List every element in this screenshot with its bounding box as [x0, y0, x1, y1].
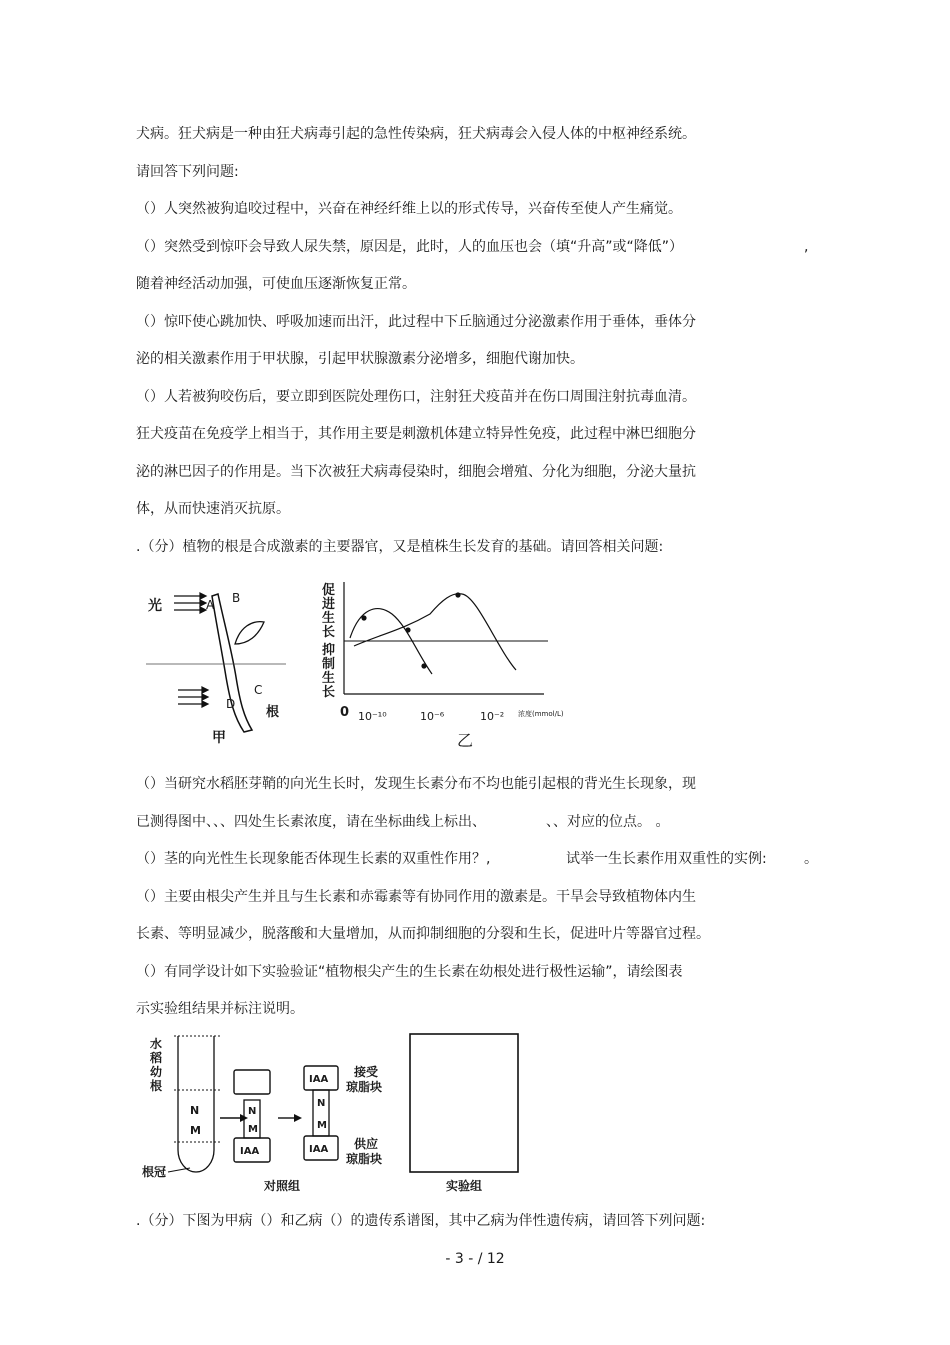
x-unit-label: 浓度(mmol/L) [518, 710, 564, 718]
text-line: （）惊吓使心跳加快、呼吸加速而出汗，此过程中下丘脑通过分泌激素作用于垂体，垂体分 [136, 314, 696, 330]
text-line: 泌的相关激素作用于甲状腺，引起甲状腺激素分泌增多，细胞代谢加快。 [136, 351, 584, 367]
text-line: .（分）植物的根是合成激素的主要器官，又是植株生长发育的基础。请回答相关问题: [136, 539, 664, 555]
text-line: , [804, 239, 809, 255]
text-line: （）茎的向光性生长现象能否体现生长素的双重性作用？, [136, 851, 491, 867]
seedling-label-char: 根 [150, 1079, 163, 1093]
iaa-label: IAA [240, 1146, 260, 1157]
inhibit-label-char: 生 [322, 671, 336, 686]
point-d-label: D [226, 697, 236, 711]
text-line: 犬病。狂犬病是一种由狂犬病毒引起的急性传染病，狂犬病毒会入侵人体的中枢神经系统。 [136, 126, 696, 142]
page-number: - 3 - / 12 [445, 1251, 505, 1267]
receiver-label: 接受 [354, 1065, 379, 1079]
light-label: 光 [148, 598, 162, 614]
tick-label: 10⁻¹⁰ [358, 710, 387, 723]
root-label: 根 [266, 705, 280, 720]
experiment-figure [138, 1030, 528, 1195]
n-label: N [190, 1104, 200, 1117]
text-line: 。 [804, 851, 818, 867]
text-line: 已测得图中、、、四处生长素浓度，请在坐标曲线上标出、 [136, 814, 486, 830]
text-line: 示实验组结果并标注说明。 [136, 1001, 304, 1017]
auxin-concentration-graph [312, 578, 602, 758]
text-line: 狂犬疫苗在免疫学上相当于，其作用主要是刺激机体建立特异性免疫，此过程中淋巴细胞分 [136, 426, 696, 442]
point-a-label: A [206, 598, 215, 612]
m-label: M [248, 1124, 258, 1135]
promote-label-char: 进 [322, 597, 336, 612]
m-label: M [190, 1124, 201, 1137]
inhibit-label-char: 长 [322, 685, 336, 700]
text-line: 试举一生长素作用双重性的实例: [566, 851, 767, 867]
text-line: （）人若被狗咬伤后，要立即到医院处理伤口，注射狂犬疫苗并在伤口周围注射抗毒血清。 [136, 389, 696, 405]
seedling-label-char: 水 [150, 1037, 163, 1051]
iaa-label: IAA [309, 1144, 329, 1155]
text-line: （）主要由根尖产生并且与生长素和赤霉素等有协同作用的激素是。干旱会导致植物体内生 [136, 889, 696, 905]
point-c-label: C [254, 683, 263, 697]
receiver-label: 琼脂块 [346, 1080, 383, 1094]
text-line: （）突然受到惊吓会导致人尿失禁，原因是，此时，人的血压也会（填“升高”或“降低”） [136, 239, 684, 255]
inhibit-label-char: 制 [322, 657, 336, 672]
m-label: M [317, 1120, 327, 1131]
text-line: .（分）下图为甲病（）和乙病（）的遗传系谱图，其中乙病为伴性遗传病，请回答下列问题: [136, 1213, 706, 1229]
tick-label: 10⁻² [480, 710, 505, 723]
text-line: 、、对应的位点。 。 [546, 814, 670, 830]
experiment-group-caption: 实验组 [446, 1179, 483, 1193]
text-line: 长素、等明显减少，脱落酸和大量增加，从而抑制细胞的分裂和生长，促进叶片等器官过程。 [136, 926, 710, 942]
promote-label-char: 长 [322, 625, 336, 640]
seedling-label-char: 稻 [150, 1051, 163, 1065]
n-label: N [317, 1098, 326, 1109]
text-line: 请回答下列问题: [136, 164, 239, 180]
text-line: （）有同学设计如下实验验证“植物根尖产生的生长素在幼根处进行极性运输”，请绘图表 [136, 964, 683, 980]
text-line: 体，从而快速消灭抗原。 [136, 501, 290, 517]
donor-label: 供应 [354, 1137, 379, 1151]
text-line: （）当研究水稻胚芽鞘的向光生长时，发现生长素分布不均也能引起根的背光生长现象，现 [136, 776, 696, 792]
donor-label: 琼脂块 [346, 1152, 383, 1166]
n-label: N [248, 1106, 257, 1117]
text-line: （）人突然被狗追咬过程中，兴奋在神经纤维上以的形式传导，兴奋传至使人产生痛觉。 [136, 201, 682, 217]
figure-yi-caption: 乙 [457, 731, 474, 750]
tick-label: 10⁻⁶ [420, 710, 445, 723]
text-line: 随着神经活动加强，可使血压逐渐恢复正常。 [136, 276, 416, 292]
root-cap-label: 根冠 [142, 1165, 167, 1179]
promote-label-char: 生 [322, 611, 336, 626]
point-b-label: B [232, 591, 241, 605]
inhibit-label-char: 抑 [322, 643, 336, 658]
control-group-caption: 对照组 [264, 1179, 301, 1193]
text-line: 泌的淋巴因子的作用是。当下次被狂犬病毒侵染时，细胞会增殖、分化为细胞，分泌大量抗 [136, 464, 696, 480]
iaa-label: IAA [309, 1074, 329, 1085]
phototropism-figure [140, 582, 300, 752]
seedling-label-char: 幼 [150, 1065, 163, 1079]
promote-label-char: 促 [322, 583, 336, 598]
figure-jia-caption: 甲 [212, 730, 226, 746]
origin-label: 0 [340, 705, 350, 720]
